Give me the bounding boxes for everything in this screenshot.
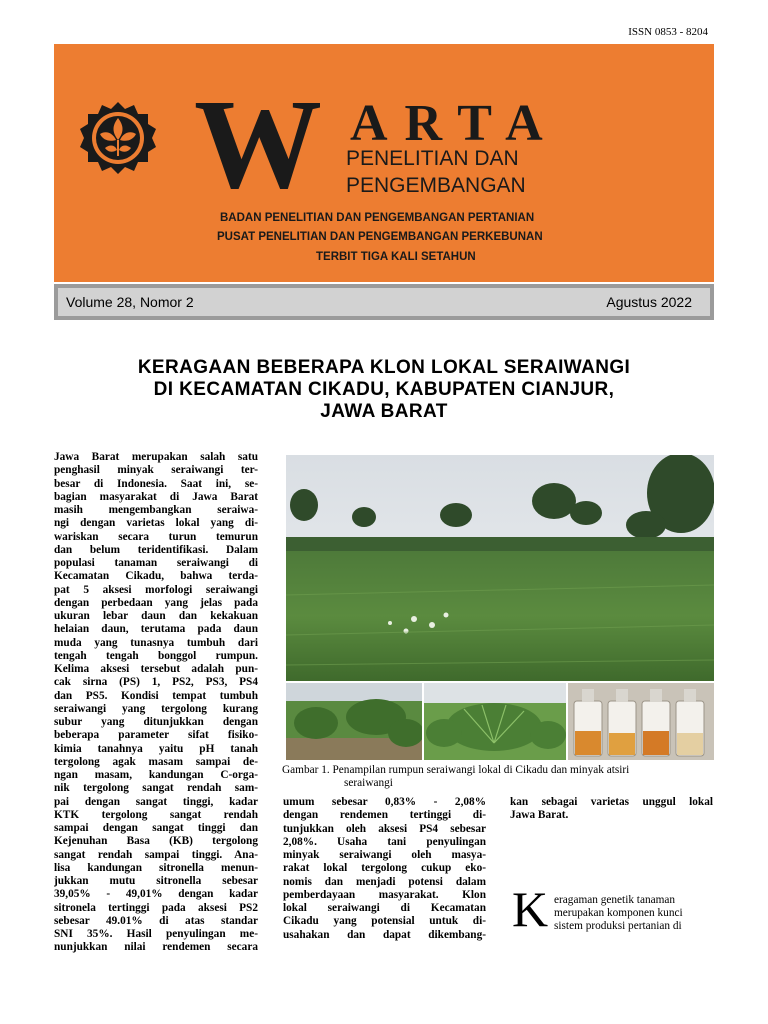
text-line: dan belum teridentifikasi. Dalam bbox=[54, 543, 258, 556]
text-line: Jawa Barat. bbox=[510, 809, 569, 822]
text-line: bagian masyarakat di Jawa Barat bbox=[54, 490, 258, 503]
abstract-column-1 bbox=[54, 451, 258, 955]
text-line: kan sebagai varietas unggul lokal bbox=[510, 796, 713, 808]
plant-clump-photo-1 bbox=[286, 683, 422, 760]
caption-line: seraiwangi bbox=[344, 777, 393, 789]
volume-bar bbox=[54, 284, 714, 320]
masthead-title: ARTA bbox=[350, 95, 560, 152]
text-line: 39,05% - 49,01% dengan kadar bbox=[54, 888, 258, 901]
text-line: sangat rendah sampai tinggi. Ana- bbox=[54, 848, 258, 861]
text-line: nunjukkan nilai rendemen secara bbox=[54, 941, 258, 954]
publisher-line-2: PUSAT PENELITIAN DAN PENGEMBANGAN PERKEBUNAN bbox=[217, 231, 543, 243]
title-line: KERAGAAN BEBERAPA KLON LOKAL SERAIWANGI bbox=[137, 357, 631, 378]
text-line: dan PS5. Kondisi tempat tumbuh bbox=[54, 689, 258, 702]
title-line: JAWA BARAT bbox=[320, 401, 448, 422]
issn-number: ISSN 0853 - 8204 bbox=[628, 26, 708, 38]
text-line: Kecamatan Cikadu, bahwa terda- bbox=[54, 570, 258, 583]
text-line: masih mengembangkan seraiwa- bbox=[54, 504, 258, 516]
text-line: 2,08%. Usaha tani penyulingan bbox=[283, 835, 486, 848]
text-line: rakat lokal tergolong cukup eko- bbox=[283, 862, 486, 875]
text-line: pemberdayaan masyarakat. Klon bbox=[283, 888, 486, 901]
text-line: umum sebesar 0,83% - 2,08% bbox=[283, 796, 486, 808]
text-line: Kejenuhan Basa (KB) tergolong bbox=[54, 835, 258, 848]
text-line: helaian daun, terutama pada daun bbox=[54, 623, 258, 636]
text-line: beberapa parameter sifat fisiko- bbox=[54, 729, 258, 742]
text-line: Cikadu yang potensial untuk di- bbox=[283, 915, 486, 928]
text-line: merupakan komponen kunci bbox=[554, 907, 683, 919]
masthead-big-letter: W bbox=[194, 73, 322, 215]
masthead bbox=[54, 44, 714, 282]
figure-caption bbox=[282, 764, 629, 790]
text-line: sistem produksi pertanian di bbox=[554, 920, 682, 932]
article-title bbox=[54, 357, 714, 423]
text-line: jukkan mutu sitronella sebesar bbox=[54, 875, 258, 887]
text-line: minyak seraiwangi oleh masya- bbox=[283, 849, 486, 861]
publisher-line-1: BADAN PENELITIAN DAN PENGEMBANGAN PERTANIAN bbox=[220, 212, 535, 224]
text-line: besar di Indonesia. Saat ini, se- bbox=[54, 477, 258, 490]
text-line: tengah tengah bonggol rumpun. bbox=[54, 649, 258, 662]
essential-oil-bottles-photo bbox=[568, 683, 714, 760]
text-line: dengan rendemen tertinggi di- bbox=[283, 809, 486, 822]
text-line: nik tergolong sangat rendah sam- bbox=[54, 782, 258, 795]
text-line: usahakan dan dapat dikembang- bbox=[283, 928, 486, 941]
text-line: muda yang tunasnya tumbuh dari bbox=[54, 636, 258, 649]
text-line: ukuran lebar daun dan kekakuan bbox=[54, 610, 258, 622]
text-line: cak sirna (PS) 1, PS2, PS3, PS4 bbox=[54, 676, 258, 689]
text-line: lisa kandungan sitronella menun- bbox=[54, 861, 258, 874]
text-line: ngan masam, kandungan C-orga- bbox=[54, 769, 258, 781]
drop-cap: K bbox=[512, 881, 549, 937]
text-line: eragaman genetik tanaman bbox=[554, 894, 676, 906]
text-line: ngi dengan varietas lokal yang di- bbox=[54, 517, 258, 530]
masthead-subtitle-2: PENGEMBANGAN bbox=[346, 174, 526, 197]
text-line: populasi tanaman seraiwangi di bbox=[54, 557, 258, 569]
text-line: Jawa Barat merupakan salah satu bbox=[54, 451, 258, 463]
plant-clump-photo-2 bbox=[424, 683, 566, 760]
text-line: sitronela tertinggi pada aksesi PS2 bbox=[54, 901, 258, 914]
text-line: seraiwangi yang tergolong kurang bbox=[54, 702, 258, 715]
text-line: dengan perbedaan yang jelas pada bbox=[54, 596, 258, 609]
abstract-column-2 bbox=[283, 796, 486, 942]
caption-line: Gambar 1. Penampilan rumpun seraiwangi lokal di Cikadu dan minyak atsiri bbox=[282, 764, 630, 776]
text-line: pat 5 aksesi morfologi seraiwangi bbox=[54, 583, 258, 596]
text-line: tergolong agak masam sampai de- bbox=[54, 755, 258, 768]
publication-frequency: TERBIT TIGA KALI SETAHUN bbox=[316, 251, 476, 263]
abstract-column-3 bbox=[510, 796, 713, 823]
text-line: lokal seraiwangi di Kecamatan bbox=[283, 902, 486, 914]
text-line: SNI 35%. Hasil penyulingan me- bbox=[54, 928, 258, 940]
text-line: subur yang ditunjukkan dengan bbox=[54, 716, 258, 728]
text-line: pai dengan sangat tinggi, kadar bbox=[54, 795, 258, 808]
text-line: KTK tergolong sangat rendah bbox=[54, 808, 258, 821]
seraiwangi-field-photo bbox=[286, 455, 714, 681]
text-line: sampai dengan sangat tinggi dan bbox=[54, 822, 258, 834]
text-line: kimia tanahnya yaitu pH tanah bbox=[54, 742, 258, 755]
text-line: penghasil minyak seraiwangi ter- bbox=[54, 464, 258, 477]
text-line: nomis dan menjadi potensi dalam bbox=[283, 875, 486, 888]
ministry-emblem-icon bbox=[78, 100, 158, 180]
text-line: Kelima aksesi tersebut adalah pun- bbox=[54, 663, 258, 675]
text-line: sebesar 49.01% di atas standar bbox=[54, 914, 258, 927]
text-line: wariskan secara turun temurun bbox=[54, 530, 258, 543]
issue-date: Agustus 2022 bbox=[606, 294, 692, 310]
masthead-subtitle-1: PENELITIAN DAN bbox=[346, 147, 519, 170]
text-line: tunjukkan oleh aksesi PS4 sebesar bbox=[283, 822, 486, 835]
title-line: DI KECAMATAN CIKADU, KABUPATEN CIANJUR, bbox=[153, 379, 615, 400]
volume-number: Volume 28, Nomor 2 bbox=[66, 294, 194, 310]
